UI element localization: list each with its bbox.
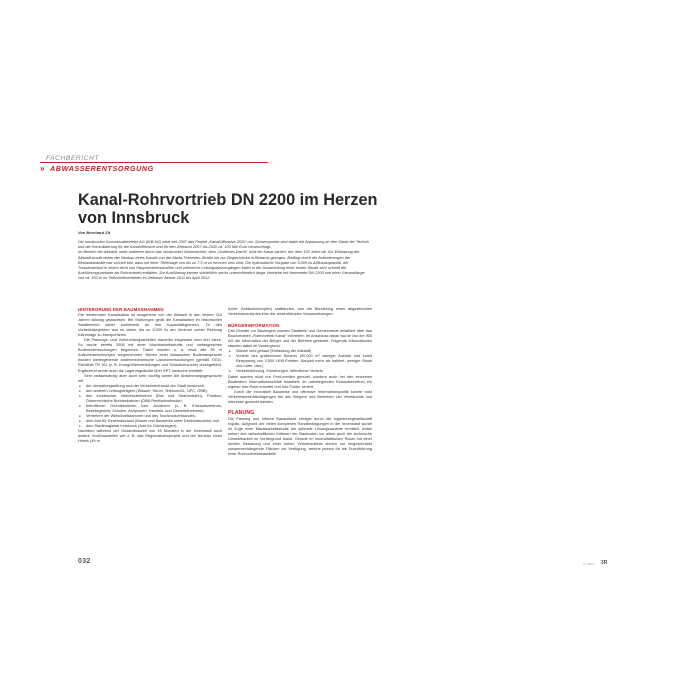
lead-paragraph: Die Innsbrucker Kommunalbetriebe AG (IKB AG) setzt seit 2007 das Projekt „KanalOffensive 2020“ um. Schwerpunkte sind dabei die Anpassung an den Stand der Technik und die Konsolidierung für die Kanaloffensive und für den Zeitraum 2007 bis 2020 ca. 100 Mio Euro veranschlagt. [78,240,370,250]
list-item: ■ Verkehrsführung, Einreitungen, öffentlicher Verkehr [236,369,372,374]
article-lead [78,240,370,282]
stakeholder-list [78,384,222,429]
body-paragraph: Die Innsbrucker Kanalisation ist ausgehend von der Altstadt in den letzten 110 Jahren ständig gewachsen. Bei Starkregen gerät die Kanalisation im historischen Stadtbereich daher punktmeist an ihre Kapazitätsgrenzen. Zu den Vorbeileitprojekten war es daher, bis zu 5.000 l/s am Zentrum vorbei Richtung Klärenlage zu transportieren. [78,313,222,338]
body-paragraph: Die Planung und örtliche Bauaufsicht erfolgte durch die Ingenieursgesellschaft Ingutis. Aufgrund der vielen komplexen Randbedingungen in der Innenstadt wurde im Zuge einer Machbarkeitsstudie die optimale Lösungsvariante ermittelt, wobei neben den wirtschaftlichen Kriterien der Baukosten vor allem auch die technische Umsetzbarkeit im Vordergrund stand. Gerade im innerstädtischen Raum mit einer dichten Bebauung und einer hohen Verkehrsdichte stehen nur eingeschränkt zusammenhängende Flächen zur Verfügung, welche jedoch für die Durchführung einer Rohrvortriebsbaustelle [228,416,372,457]
body-paragraph: Die Planungs- und Vorbereitungsarbeiten dauerten insgesamt rund drei Jahre. So wurde bereits 2008 mit einer Machbarkeitsstudie und umfangreichen Bodenuntersuchungen begonnen. Dabei wurden u. a. etwa alle 50 m Aufschlussbohrungen vorgenommen. Neben einer klassischen Bodenansprache wurden weitergehende bodenmechanische Laboruntersuchungen (gemäß ÖGG-Richtlinie TR 101 (z. B. Korngrößenverteilungen und Triaxialversuche) durchgeführt. Ergänzend wurde auch die Lagerungsdichte über SPT-Versuche ermittelt. [78,338,222,373]
body-paragraph: Sehr zeitaufwändig aber auch sehr wichtig waren die Abstimmungsgespräche mit [78,373,222,383]
rubric-category: FACHBERICHT [46,155,100,162]
magazine-logo: 3R [601,560,608,566]
page-number: 032 [78,558,91,565]
lead-paragraph: Im Bereich der Altstadt, unter anderem durch das Innsbrucker Wahrzeichen, dem „Goldenes Dachl“, wird ein Kanal saniert, der über 100 Jahre alt. Zur Entlastung der Altstadt wurde daher der Neubau eines Kanals von der Maria-Theresien-Straße bis zur Zieglerbrücke in Betracht gezogen. Bedingt durch die Anforderungen der Bestandskanäle war schnell klar, dass mit einer Tiefenlage von bis zu 7,5 m zu rechnen sein wird. Die hydraulische Vorgabe von 5.000 l/s Abflusskapazität, der Trassenverlauf in einem dicht von Hauptverkehrsstraßen und zahlreiche Leitungsbauvorgängen fallen in der Ausarbeitung einer ersten Studie sehr schnell die Ausführungsvariante als Rohrvortrieb entfallen. Zur Ausführung kamen schließlich sechs unterschiedlich lange Vortriebe mit Nennweite DN 2200 und einer Gesamtlänge von ca. 933 m im Teilschnittverfahren im Zeitraum Januar 2011 bis April 2012. [78,250,365,281]
list-item: ■ Warum wird gebaut (Entlastung der Altstadt) [236,349,372,354]
list-item: ■ den anderen Leitungsträgern (Wasser, Strom, Telekom/A1, UPC, ÖBB), [86,389,222,394]
issue-label: 3 | 2013 [583,562,594,566]
list-item: ■ Vertretern der Wirtschaftskammer und des Tourismusverbandes, [86,414,222,419]
body-paragraph: Dabei wurden nicht nur Print-medien genutzt, sondern auch bei den einzelnen Baufeldern Informationsschilde installiert, im naheliegenden Einkaufszentrum ein eigener Info-Point errichtet und Info-Folder verteilt. [228,374,372,389]
body-paragraph: Nachdem während der Gesamtbauzeit von 15 Monaten in der Innenstadt auch andere Großbaustellen wie z. B. das Regionalbahnprojekt und der Neubau eines Hotels (49 m [78,429,222,444]
list-item: ■ dem Stadtmagistrat Innsbruck (Amt für Grünanlagen). [86,424,222,429]
left-column [78,307,222,444]
article-title: Kanal-Rohrvortrieb DN 2200 im Herzen von Innsbruck [78,191,378,227]
list-item: ■ dem Amt für Denkmalschutz (Mauer und Bauwerke unter Denkmalschutz) und [86,419,222,424]
section-heading-planning: PLANUNG [228,409,255,416]
chevron-right-icon: » [40,164,45,173]
list-item: ■ betroffenen Grundbesitzern bzw. Anrainern (z. B. Einkaufszentrum, Bezirksgericht, Schulen, Arztpraxen, Handels- und Gewerbebetriebe), [86,404,222,414]
article-author: Von Bernhard Zit [78,230,111,235]
list-item: ■ den Innsbrucker Verkehrsbetrieben (Bus und Straßenbahn), Postbus, Österreichische Bundesbahnen (ÖBB-Rentbahnstrecke), [86,394,222,404]
right-column [228,307,372,457]
section-heading-background: HINTERGRUND DER BAUMAẞNAHMEN [78,307,164,312]
body-paragraph: hoher Gebäudekomplex) stattfanden, war die Bündelung eines abgestimmten Verkehrskonzeptes eine der wesentlichsten Voraussetzungen. [228,307,372,317]
section-heading-citizen-info: BÜRGERINFORMATION [228,323,280,329]
info-list [228,349,372,374]
rubric-divider [40,162,268,163]
body-paragraph: Drei Monate vor Baubeginn wurden Stadtteile und Gemeinderat detailliert über das Bauvorhaben „Rohrvortrieb Kanal“ informiert. Im Anschluss daran wurde von der IKB AG die Information der Bürger und der Betriebe gestartet. Folgende Informationen standen dabei im Vordergrund: [228,329,372,349]
list-item: ■ der Verwaltungsleitung und der Verkehrsbehörde der Stadt Innsbruck, [86,384,222,389]
rubric-section: ABWASSERENTSORGUNG [50,164,154,173]
list-item: ■ Vorteile des grabenlosen Bauens (30.000 m³ weniger Aushub und somit Einsparung von 3.500 LKW-Fahrten, Bauzeit mehr als halbiert, weniger Staub und Lärm, usw.) [236,354,372,369]
body-paragraph: Durch die innovative Bauweise und offensive Informationspolitik konnte trotz Verkehrsbeeinträchtigungen bei den Bürgern und Betrieben viel Verständnis und Interesse geweckt werden. [228,389,372,404]
